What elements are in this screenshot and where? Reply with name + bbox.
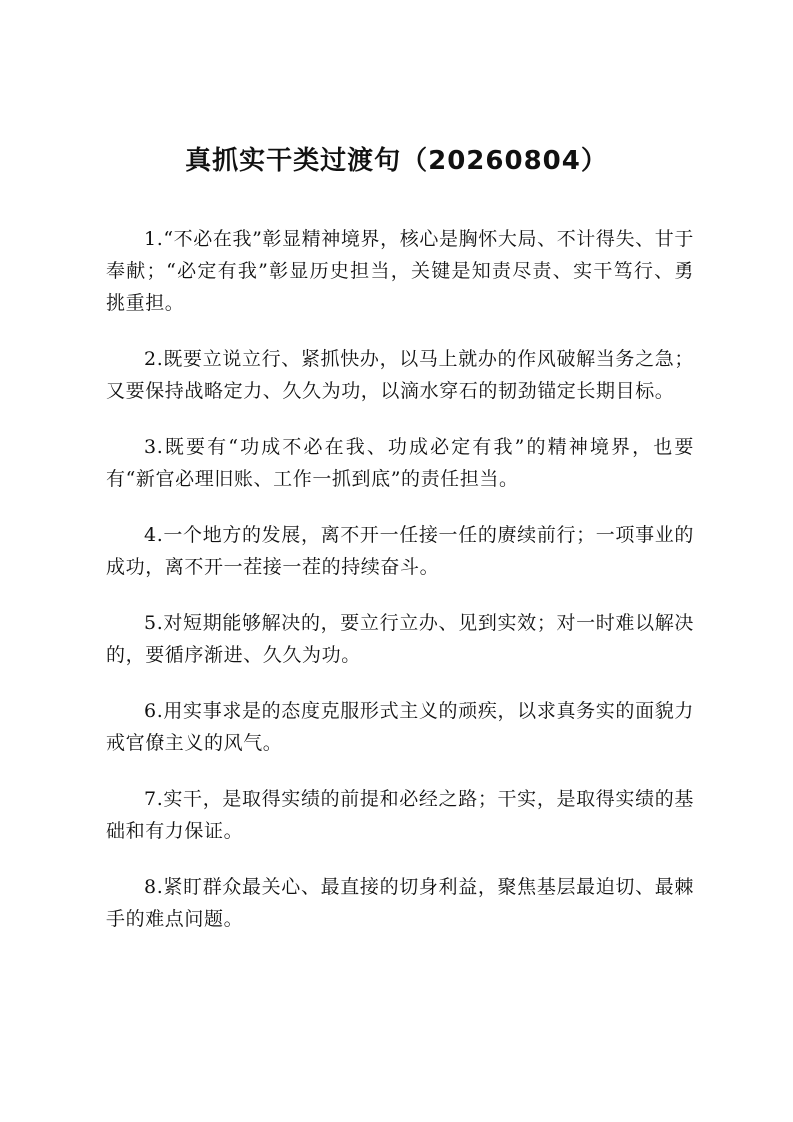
paragraph-4: 4.一个地方的发展，离不开一任接一任的赓续前行；一项事业的成功，离不开一茬接一茬的持续奋斗。	[106, 524, 694, 578]
paragraph-6: 6.用实事求是的态度克服形式主义的顽疾，以求真务实的面貌力戒官僚主义的风气。	[106, 700, 694, 754]
document-body	[106, 223, 694, 959]
paragraph-7: 7.实干，是取得实绩的前提和必经之路；干实，是取得实绩的基础和有力保证。	[106, 788, 694, 842]
paragraph-1: 1.“不必在我”彰显精神境界，核心是胸怀大局、不计得失、甘于奉献；“必定有我”彰显历史担当，关键是知责尽责、实干笃行、勇挑重担。	[106, 228, 694, 314]
paragraph-5: 5.对短期能够解决的，要立行立办、见到实效；对一时难以解决的，要循序渐进、久久为功。	[106, 612, 694, 666]
paragraph-3: 3.既要有“功成不必在我、功成必定有我”的精神境界，也要有“新官必理旧账、工作一抓到底”的责任担当。	[106, 436, 694, 490]
paragraph-2: 2.既要立说立行、紧抓快办，以马上就办的作风破解当务之急；又要保持战略定力、久久为功，以滴水穿石的韧劲锚定长期目标。	[106, 348, 694, 402]
paragraph-8: 8.紧盯群众最关心、最直接的切身利益，聚焦基层最迫切、最棘手的难点问题。	[106, 876, 694, 930]
document-title: 真抓实干类过渡句（20260804）	[185, 146, 608, 176]
